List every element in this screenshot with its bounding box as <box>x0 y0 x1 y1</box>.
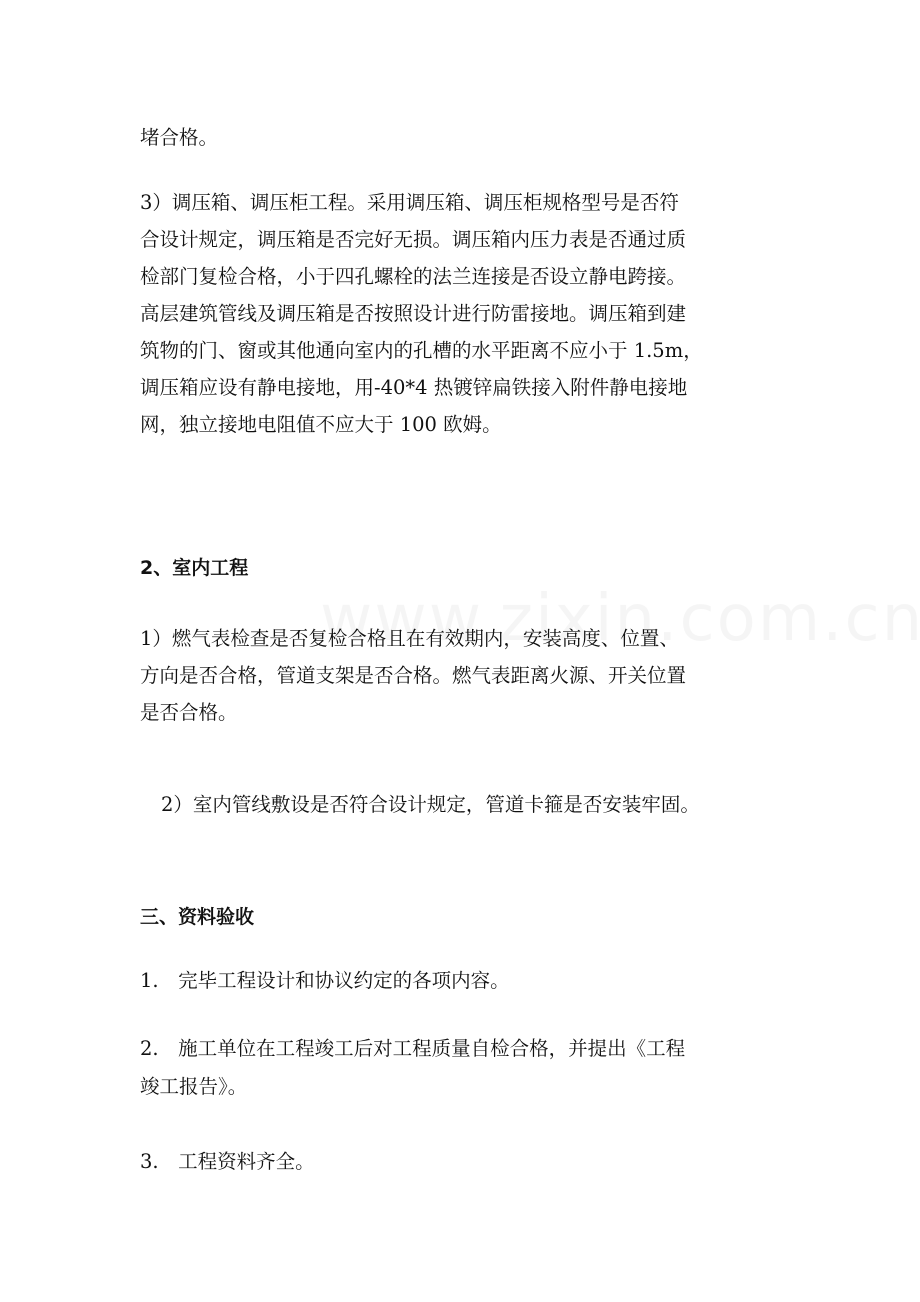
text-line: 是否合格。 <box>140 701 238 724</box>
text-line: 方向是否合格，管道支架是否合格。燃气表距离火源、开关位置 <box>140 664 687 687</box>
text-line: 3）调压箱、调压柜工程。采用调压箱、调压柜规格型号是否符 <box>140 191 679 214</box>
text-line: 调压箱应设有静电接地，用-40*4 热镀锌扁铁接入附件静电接地 <box>140 376 688 399</box>
text-line: 合设计规定，调压箱是否完好无损。调压箱内压力表是否通过质 <box>140 228 687 251</box>
section-heading: 三、资料验收 <box>140 906 255 928</box>
list-item: 1. 完毕工程设计和协议约定的各项内容。 <box>140 969 510 992</box>
section-heading: 2、室内工程 <box>140 557 249 579</box>
text-line: 堵合格。 <box>140 126 219 149</box>
text-line: 网，独立接地电阻值不应大于 100 欧姆。 <box>140 413 502 436</box>
text-line: 筑物的门、窗或其他通向室内的孔槽的水平距离不应小于 1.5m， <box>140 339 703 362</box>
text-line: 检部门复检合格，小于四孔螺栓的法兰连接是否设立静电跨接。 <box>140 265 687 288</box>
text-line: 高层建筑管线及调压箱是否按照设计进行防雷接地。调压箱到建 <box>140 302 687 325</box>
text-line: 1）燃气表检查是否复检合格且在有效期内，安装高度、位置、 <box>140 627 679 650</box>
text-line: 2）室内管线敷设是否符合设计规定，管道卡箍是否安装牢固。 <box>161 793 700 816</box>
list-item: 2. 施工单位在工程竣工后对工程质量自检合格，并提出《工程 <box>140 1037 686 1060</box>
list-item: 3. 工程资料齐全。 <box>140 1150 315 1173</box>
list-item-continuation: 竣工报告》。 <box>140 1075 248 1098</box>
